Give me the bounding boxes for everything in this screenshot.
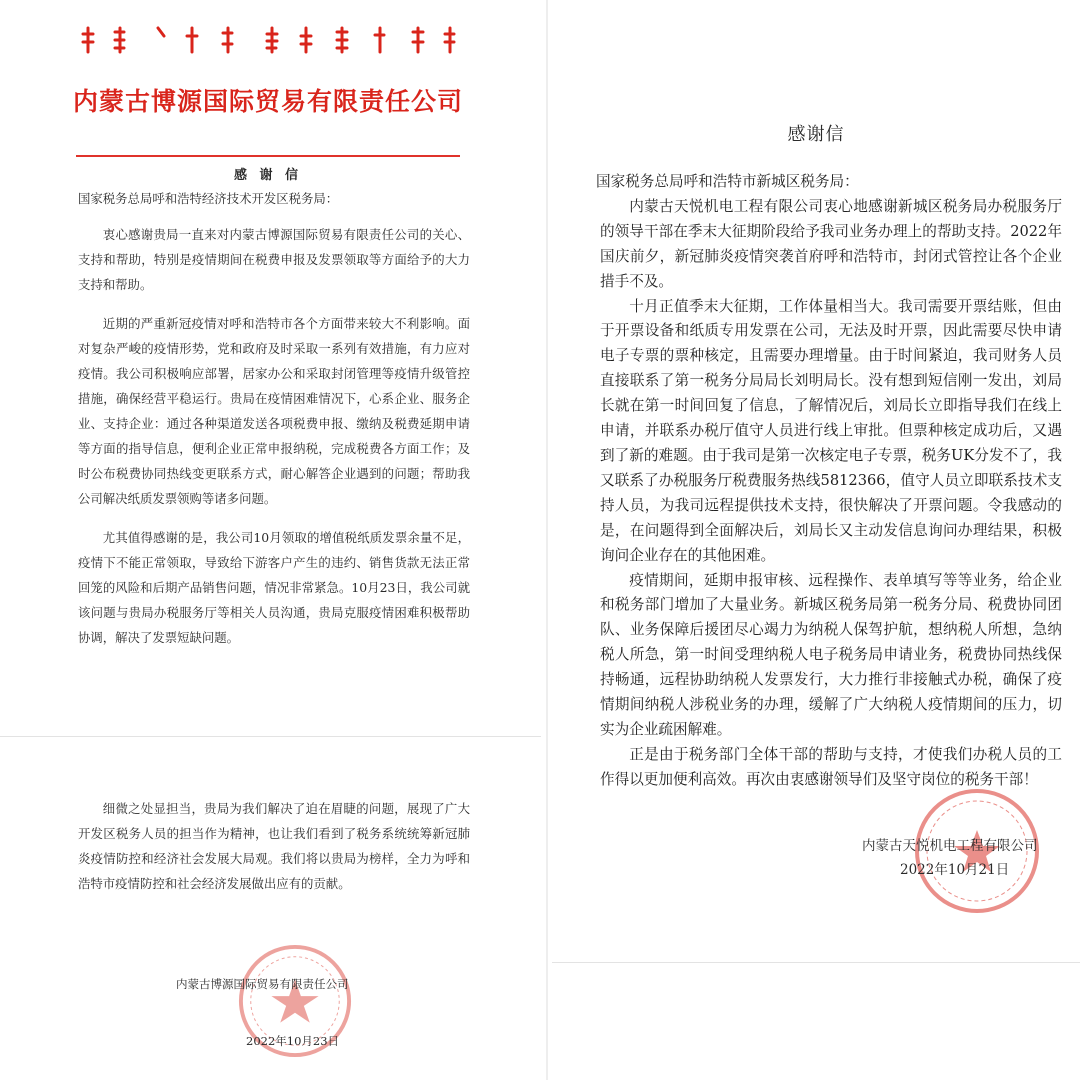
signature-company: 内蒙古天悦机电工程有限公司 [862, 838, 1038, 854]
letterhead-rule [76, 155, 460, 157]
column-divider [546, 0, 548, 1080]
paragraph-4: 细微之处显担当，贵局为我们解决了迫在眉睫的问题，展现了广大开发区税务人员的担当作为精神，也让我们看到了税务系统统筹新冠肺炎疫情防控和经济社会发展大局观。我们将以贵局为榜样，全力为呼和浩特市疫情防控和社会经济发展做出应有的贡献。 [78, 801, 470, 891]
company-letterhead: 内蒙古博源国际贸易有限责任公司 [72, 87, 463, 116]
paragraph-1: 内蒙古天悦机电工程有限公司衷心地感谢新城区税务局办税服务厅的领导干部在季末大征期阶段给予我司业务办理上的帮助支持。2022年国庆前夕，新冠肺炎疫情突袭首府呼和浩特市，封闭式管控让各个企业措手不及。 [600, 197, 1062, 290]
mongolian-script-header [80, 22, 460, 56]
salutation: 国家税务总局呼和浩特经济技术开发区税务局： [78, 191, 339, 206]
page-bottom-line [552, 962, 1080, 963]
letter-title: 感 谢 信 [233, 168, 303, 183]
paragraph-4: 正是由于税务部门全体干部的帮助与支持，才使我们办税人员的工作得以更加便利高效。再次由衷感谢领导们及坚守岗位的税务干部！ [600, 745, 1062, 788]
letter-body-top [78, 186, 470, 650]
paragraph-3: 尤其值得感谢的是，我公司10月领取的增值税纸质发票余量不足，疫情下不能正常领取，导致给下游客户产生的违约、销售货款无法正常回笼的风险和后期产品销售问题，情况非常紧急。10月23日，我公司就该问题与贵局办税服务厅等相关人员沟通，贵局克服疫情困难积极帮助协调，解决了发票短缺问题。 [78, 530, 470, 645]
letter-body-bottom [78, 796, 470, 896]
letter-body [596, 170, 1062, 793]
paragraph-2: 近期的严重新冠疫情对呼和浩特市各个方面带来较大不利影响。面对复杂严峻的疫情形势，党和政府及时采取一系列有效措施，有力应对疫情。我公司积极响应部署，居家办公和采取封闭管理等疫情升级管控措施，确保经营平稳运行。贵局在疫情困难情况下，心系企业、服务企业、支持企业：通过各种渠道发送各项税费申报、缴纳及税费延期申请等方面的指导信息，便利企业正常申报纳税，完成税费各方面工作；及时公布税费协同热线变更联系方式，耐心解答企业遇到的问题；帮助我公司解决纸质发票领购等诸多问题。 [78, 316, 470, 506]
signature-date: 2022年10月23日 [246, 1034, 340, 1048]
page-break-line [0, 736, 541, 737]
paragraph-3: 疫情期间，延期申报审核、远程操作、表单填写等等业务，给企业和税务部门增加了大量业务。新城区税务局第一税务分局、税费协同团队、业务保障后援团尽心竭力为纳税人保驾护航，想纳税人所想，急纳税人所急，第一时间受理纳税人电子税务局申请业务，税费协同热线保持畅通，远程协助纳税人发票发行，大力推行非接触式办税，确保了疫情期间纳税人涉税业务的办理，缓解了广大纳税人疫情期间的压力，切实为企业疏困解难。 [600, 571, 1062, 738]
signature-company: 内蒙古博源国际贸易有限责任公司 [176, 977, 349, 991]
salutation: 国家税务总局呼和浩特市新城区税务局： [596, 173, 859, 190]
paragraph-2: 十月正值季末大征期，工作体量相当大。我司需要开票结账，但由于开票设备和纸质专用发票在公司，无法及时开票，因此需要尽快申请电子专票的票种核定，且需要办理增量。由于时间紧迫，我司财务人员直接联系了第一税务分局局长刘明局长。没有想到短信刚一发出，刘局长就在第一时间回复了信息，了解情况后，刘局长立即指导我们在线上申请，并联系办税厅值守人员进行线上审批。但票种核定成功后，又遇到了新的难题。由于我司是第一次核定电子专票，税务UK分发不了，我又联系了办税服务厅税费服务热线5812366，值守人员立即联系技术支持人员，为我司远程提供技术支持，很快解决了开票问题。令我感动的是，在问题得到全面解决后，刘局长又主动发信息询问办理结果，积极询问企业存在的其他困难。 [600, 297, 1062, 564]
paragraph-1: 衷心感谢贵局一直来对内蒙古博源国际贸易有限责任公司的关心、支持和帮助，特别是疫情期间在税费申报及发票领取等方面给予的大力支持和帮助。 [78, 227, 470, 292]
signature-date: 2022年10月21日 [900, 862, 1010, 878]
letter-title: 感谢信 [787, 124, 845, 145]
